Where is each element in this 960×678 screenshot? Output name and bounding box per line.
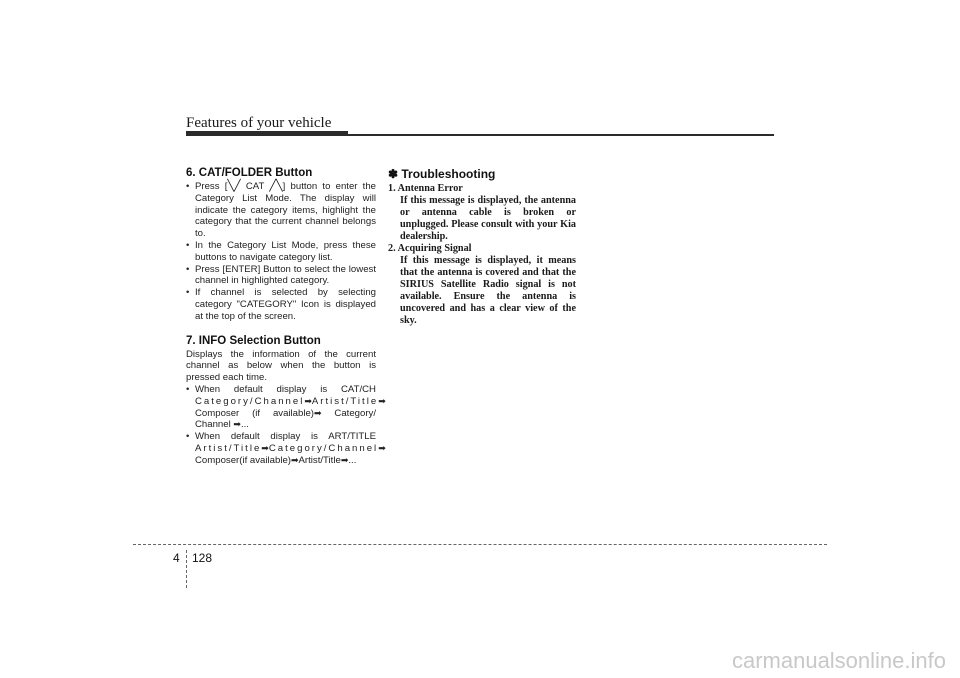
chapter-number: 4 — [173, 551, 180, 565]
right-column — [388, 167, 576, 327]
sequence-step: Artist/Title — [298, 454, 341, 466]
list-item: • Press [ENTER] Button to select the lowest channel in highlighted category. — [186, 264, 376, 288]
arrow-right-icon: ➡ — [290, 454, 299, 465]
sequence-tail: ... — [348, 454, 357, 466]
list-item: • If channel is selected by selecting category "CATEGORY" Icon is displayed at the top of the screen. — [186, 287, 376, 322]
sequence-step: Category/ Channel — [195, 407, 377, 431]
sequence-step: Category/Channel — [195, 395, 305, 407]
chevron-up-icon: ╱╲ — [269, 180, 283, 192]
footer-rule — [133, 544, 827, 545]
sequence-step: Composer(if available) — [195, 454, 291, 466]
section-title-troubleshooting: ✽ Troubleshooting — [388, 167, 496, 181]
cat-folder-list — [186, 181, 376, 323]
chevron-down-icon: ╲╱ — [227, 180, 241, 192]
sequence-tail: ... — [240, 419, 249, 431]
sequence-step: Artist/Title — [195, 442, 262, 454]
sequence-step: Composer (if available) — [195, 407, 315, 419]
troubleshooting-item — [388, 243, 576, 327]
bullet-text: Press [ — [195, 181, 228, 192]
troubleshooting-item — [388, 183, 576, 243]
cat-label: CAT — [245, 181, 265, 192]
arrow-right-icon: ➡ — [233, 419, 241, 430]
arrow-right-icon: ➡ — [340, 454, 349, 465]
header-rule-thin — [348, 134, 774, 136]
info-intro: Displays the information of the current channel as below when the button is pressed each time. — [186, 348, 376, 384]
troubleshooting-item-body: If this message is displayed, the antenna or antenna cable is broken or unplugged. Please consult with your Kia dealership. — [400, 195, 576, 242]
troubleshooting-item-title: 2. Acquiring Signal — [388, 243, 472, 254]
page-header-title: Features of your vehicle — [186, 115, 332, 131]
bullet-lead: When default display is CAT/CH — [195, 383, 376, 395]
arrow-right-icon: ➡ — [378, 395, 386, 406]
info-list — [186, 383, 386, 467]
cat-button-glyph — [227, 181, 282, 192]
page-number: 128 — [192, 551, 213, 565]
section-title-info: 7. INFO Selection Button — [186, 334, 321, 347]
bullet-text: ] button to enter the Category List Mode. The display will indicate the category items, highlight the category that the current channel belongs to. — [195, 181, 377, 240]
arrow-right-icon: ➡ — [261, 442, 269, 453]
arrow-right-icon: ➡ — [304, 395, 312, 406]
left-column — [186, 167, 386, 467]
sequence-step: Artist/Title — [311, 395, 379, 407]
list-item — [186, 181, 376, 240]
bullet-lead: When default display is ART/TITLE — [195, 431, 376, 443]
footer-divider — [186, 550, 187, 588]
arrow-right-icon: ➡ — [314, 407, 322, 418]
list-item — [186, 383, 386, 431]
list-item — [186, 431, 386, 466]
troubleshooting-item-title: 1. Antenna Error — [388, 183, 463, 194]
section-title-cat-folder: 6. CAT/FOLDER Button — [186, 167, 313, 179]
header-rule-thick — [186, 131, 348, 136]
arrow-right-icon: ➡ — [378, 442, 386, 453]
troubleshooting-item-body: If this message is displayed, it means that the antenna is covered and that the SIRIUS Satellite Radio signal is not available. Ensure the antenna is uncovered and has a clear view of the sky. — [400, 255, 576, 326]
sequence-step: Category/Channel — [268, 442, 379, 454]
list-item: • In the Category List Mode, press these buttons to navigate category list. — [186, 240, 376, 264]
watermark-text: carmanualsonline.info — [731, 648, 946, 673]
